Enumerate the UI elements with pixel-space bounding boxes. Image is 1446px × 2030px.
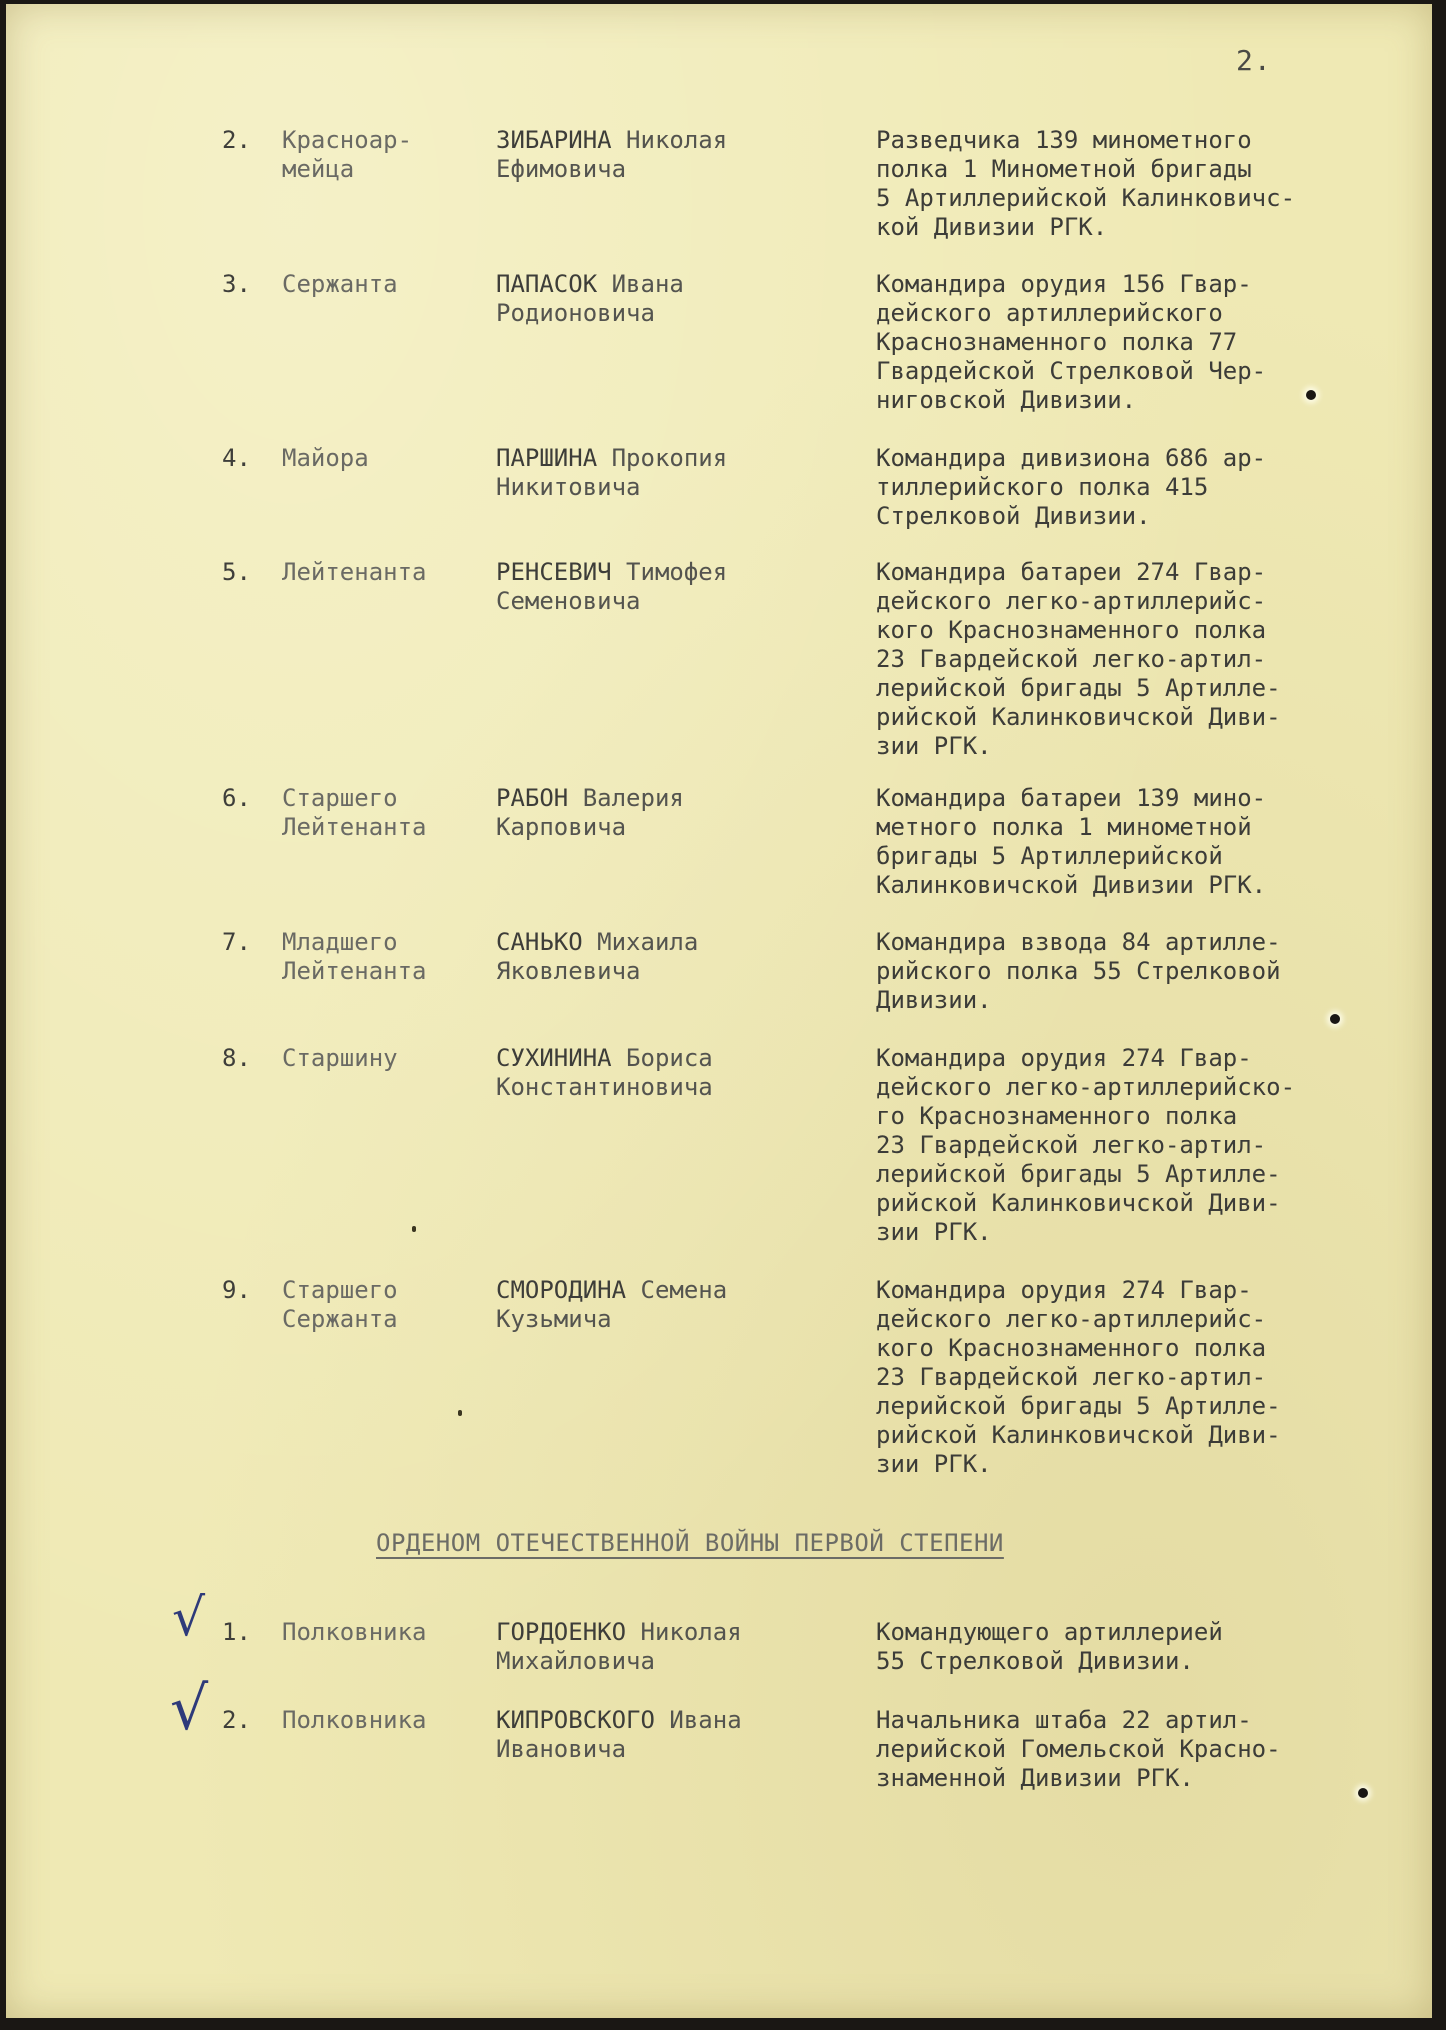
document-page <box>6 4 1432 2018</box>
entry-surname: ПАПАСОК <box>496 270 598 298</box>
checkmark-icon: √ <box>170 1674 209 1744</box>
entry-surname: САНЬКО <box>496 928 583 956</box>
entry-rank: Лейтенанта <box>282 558 427 586</box>
entry-position: Командира взвода 84 артилле- рийского полка 55 Стрелковой Дивизии. <box>876 928 1281 1014</box>
entry-position: Командира орудия 274 Гвар- дейского легко-артиллерийско- го Краснознаменного полка 23 Гвардейской легко-артил- лерийской бригады 5 Артилле- рийской Калинковичской Диви- зии РГК. <box>876 1044 1296 1246</box>
entry-surname: СМОРОДИНА <box>496 1276 627 1304</box>
entry-name <box>496 126 876 184</box>
entry-name <box>496 1044 876 1102</box>
punch-hole <box>1306 390 1316 400</box>
page-number: 2. <box>1236 44 1272 77</box>
entry-given-name: Тимофея Семеновича <box>496 558 728 615</box>
entry-given-name: Николая Ефимовича <box>496 126 728 183</box>
speck <box>458 1410 462 1416</box>
entry-surname: СУХИНИНА <box>496 1044 612 1072</box>
entry-surname: ПАРШИНА <box>496 444 598 472</box>
punch-hole <box>1358 1788 1368 1798</box>
entry-given-name: Николая Михайловича <box>496 1618 742 1675</box>
entry-number: 2. <box>222 1706 251 1734</box>
entry-number: 6. <box>222 784 251 812</box>
entry-number: 8. <box>222 1044 251 1072</box>
entry-rank: Красноар- мейца <box>282 126 413 183</box>
entry-surname: ГОРДОЕНКО <box>496 1618 627 1646</box>
entry-given-name: Ивана Родионовича <box>496 270 684 327</box>
entry-position: Командира орудия 274 Гвар- дейского легко-артиллерийс- кого Краснознаменного полка 23 Гвардейской легко-артил- лерийской бригады 5 Артилле- рийской Калинковичской Диви- зии РГК. <box>876 1276 1281 1478</box>
entry-name <box>496 784 876 842</box>
entry-name <box>496 1706 876 1764</box>
entry-position: Начальника штаба 22 артил- лерийской Гомельской Красно- знаменной Дивизии РГК. <box>876 1706 1281 1792</box>
entry-name <box>496 270 876 328</box>
entry-number: 4. <box>222 444 251 472</box>
entry-rank: Старшего Сержанта <box>282 1276 398 1333</box>
entry-number: 7. <box>222 928 251 956</box>
entry-name <box>496 928 876 986</box>
entry-number: 2. <box>222 126 251 154</box>
entry-surname: ЗИБАРИНА <box>496 126 612 154</box>
entry-given-name: Михаила Яковлевича <box>496 928 699 985</box>
entry-given-name: Валерия Карповича <box>496 784 684 841</box>
entry-position: Командира дивизиона 686 ар- тиллерийского полка 415 Стрелковой Дивизии. <box>876 444 1267 530</box>
entry-name <box>496 1618 876 1676</box>
entry-surname: РЕНСЕВИЧ <box>496 558 612 586</box>
entry-surname: РАБОН <box>496 784 569 812</box>
entry-position: Командира батареи 274 Гвар- дейского легко-артиллерийс- кого Краснознаменного полка 23 Гвардейской легко-артил- лерийской бригады 5 Артилле- рийской Калинковичской Диви- зии РГК. <box>876 558 1281 760</box>
entry-number: 3. <box>222 270 251 298</box>
entry-rank: Старшину <box>282 1044 398 1072</box>
entry-rank: Младшего Лейтенанта <box>282 928 427 985</box>
entry-number: 5. <box>222 558 251 586</box>
entry-rank: Майора <box>282 444 369 472</box>
section-heading: ОРДЕНОМ ОТЕЧЕСТВЕННОЙ ВОЙНЫ ПЕРВОЙ СТЕПЕНИ <box>376 1529 1004 1557</box>
entry-name <box>496 558 876 616</box>
entry-position: Командира батареи 139 мино- метного полка 1 минометной бригады 5 Артиллерийской Калинковичской Дивизии РГК. <box>876 784 1267 899</box>
entry-given-name: Семена Кузьмича <box>496 1276 728 1333</box>
entry-name <box>496 444 876 502</box>
speck <box>412 1226 416 1232</box>
entry-rank: Полковника <box>282 1706 427 1734</box>
entry-rank: Полковника <box>282 1618 427 1646</box>
entry-number: 9. <box>222 1276 251 1304</box>
checkmark-icon: √ <box>172 1588 206 1648</box>
entry-rank: Старшего Лейтенанта <box>282 784 427 841</box>
entry-rank: Сержанта <box>282 270 398 298</box>
entry-given-name: Прокопия Никитовича <box>496 444 728 501</box>
entry-given-name: Ивана Ивановича <box>496 1706 742 1763</box>
punch-hole <box>1330 1014 1340 1024</box>
entry-position: Разведчика 139 минометного полка 1 Минометной бригады 5 Артиллерийской Калинковичс- кой Дивизии РГК. <box>876 126 1296 241</box>
entry-position: Командующего артиллерией 55 Стрелковой Дивизии. <box>876 1618 1223 1675</box>
entry-surname: КИПРОВСКОГО <box>496 1706 655 1734</box>
entry-name <box>496 1276 876 1334</box>
entry-given-name: Бориса Константиновича <box>496 1044 713 1101</box>
entry-number: 1. <box>222 1618 251 1646</box>
entry-position: Командира орудия 156 Гвар- дейского артиллерийского Краснознаменного полка 77 Гвардейской Стрелковой Чер- ниговской Дивизии. <box>876 270 1267 414</box>
